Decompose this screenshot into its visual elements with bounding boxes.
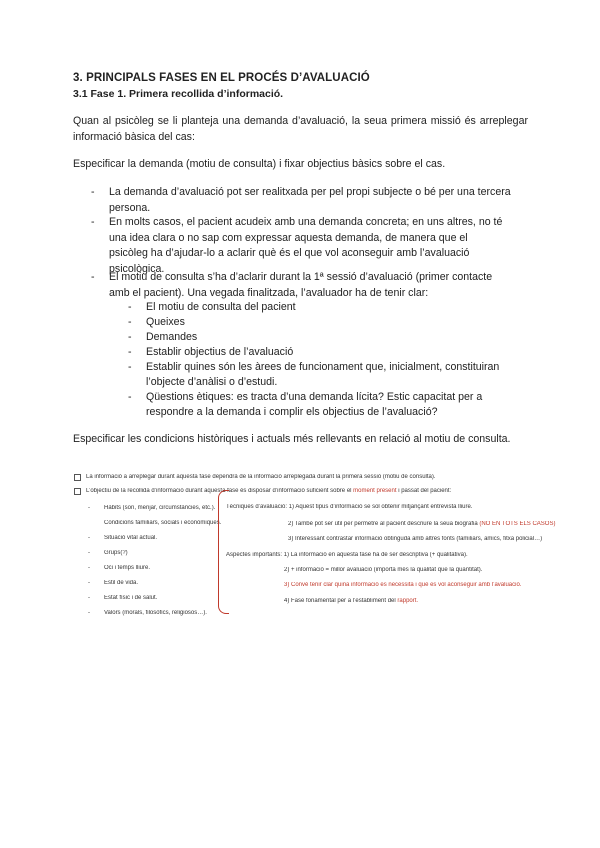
sub-bullet-dash: - <box>128 331 132 343</box>
left-dash: - <box>88 535 90 541</box>
sub-bullet-item: Establir quines són les àrees de funcionament que, inicialment, constituiran <box>146 361 500 373</box>
sub-bullet-item: Queixes <box>146 316 185 328</box>
note-2-text-end: i passat del pacient: <box>398 488 452 494</box>
note-2-text: L’objectiu de la recollida d’informació durant aquesta fase és disposar d’informació suficient sobre el <box>86 488 352 494</box>
bullet-dash: - <box>91 186 95 198</box>
bullet-3-line: amb el pacient). Una vegada finalitzada, l’avaluador ha de tenir clar: <box>109 286 429 299</box>
left-dash: - <box>88 565 90 571</box>
left-item: Condicions familiars, socials i econòmiques. <box>104 520 222 526</box>
left-item: Hàbits (son, menjar, circumstàncies, etc.). <box>104 505 216 511</box>
bullet-1-line: La demanda d’avaluació pot ser realitxada per pel propi subjecte o bé per una tercera <box>109 186 511 198</box>
sub-bullet-dash: - <box>128 316 132 328</box>
sub-bullet-item: El motiu de consulta del pacient <box>146 301 296 313</box>
sub-bullet-dash: - <box>128 301 132 313</box>
bullet-item-1 <box>109 185 528 216</box>
right-note: Tècniques d’avaluació: 1) Aquest tipus d’informació se sol obtenir mitjançant entrevista lliure. <box>226 504 473 510</box>
left-item: Situació vital actual. <box>104 535 158 541</box>
section-heading: 3. PRINCIPALS FASES EN EL PROCÉS D’AVALUACIÓ <box>73 72 370 84</box>
sub-bullet-dash: - <box>128 346 132 358</box>
right-note: 3) Interessant contrastar informació obtinguda amb altres fonts (familiars, amics, fitxa policial…) <box>288 536 543 542</box>
bullet-2-line: psicòleg ha d’ajudar-lo a aclarir què és el que vol aconseguir amb l’avaluació <box>109 247 470 259</box>
sub-bullet-dash: - <box>128 361 132 373</box>
right-note-text: 2) També pot ser útil per permetre al pacient descriure la seua biografia <box>288 521 478 527</box>
right-note: Aspectes importants: 1) La informació en aquesta fase ha de ser descriptiva (+ qualitativa). <box>226 552 468 558</box>
right-note-highlight: rapport. <box>397 598 419 604</box>
bullet-dash: - <box>91 216 95 228</box>
sub-bullet-item-cont: l’objecte d’anàlisi o d’estudi. <box>146 376 278 388</box>
left-dash: - <box>88 550 90 556</box>
sub-bullet-item: Qüestions ètiques: es tracta d’una demanda lícita? Estic capacitat per a <box>146 391 483 403</box>
left-dash: - <box>88 595 90 601</box>
bullet-dash: - <box>91 271 95 283</box>
subsection-heading: 3.1 Fase 1. Primera recollida d’informació. <box>73 88 284 100</box>
note-line-1: La informació a arreplegar durant aquesta fase dependrà de la informació arreplegada durant la primera sessió (motiu de consulta). <box>86 474 436 480</box>
closing-paragraph: Especificar les condicions històriques i actuals més rellevants en relació al motiu de consulta. <box>73 433 511 445</box>
sub-bullet-dash: - <box>128 391 132 403</box>
left-item: Estil de vida. <box>104 580 139 586</box>
right-note <box>288 520 555 528</box>
right-note <box>284 597 418 605</box>
left-dash: - <box>88 505 90 511</box>
right-note: 2) + informació = millor avaluació (importa més la qualitat que la quantitat). <box>284 567 483 573</box>
left-dash: - <box>88 580 90 586</box>
bullet-item-2 <box>109 215 528 277</box>
bullet-2-line: En molts casos, el pacient acudeix amb una demanda concreta; en uns altres, no té <box>109 216 503 228</box>
left-dash: - <box>88 610 90 616</box>
bullet-2-line: una idea clara o no sap com expressar aquesta demanda, de manera que el <box>109 231 468 244</box>
bullet-3-line: El motiu de consulta s’ha d’aclarir durant la 1ª sessió d’avaluació (primer contacte <box>109 271 493 283</box>
sub-bullet-item: Establir objectius de l’avaluació <box>146 346 294 358</box>
sub-bullet-item: Demandes <box>146 331 198 343</box>
bullet-item-3 <box>109 270 528 301</box>
bullet-2-line: psicològica. <box>109 262 165 275</box>
left-item: Valors (morals, filosòfics, religiosos…). <box>104 610 207 616</box>
specify-demand-paragraph: Especificar la demanda (motiu de consulta) i fixar objectius bàsics sobre el cas. <box>73 158 446 170</box>
right-note-red: 3) Convé tenir clar quina informació es necessita i què es vol aconseguir amb l’avaluació. <box>284 582 522 588</box>
bullet-1-line: persona. <box>109 201 151 214</box>
left-item: Estat físic i de salut. <box>104 595 158 601</box>
note-2-highlight: moment present <box>353 488 397 494</box>
sub-bullet-item-cont: respondre a la demanda i complir els objectius de l’avaluació? <box>146 406 438 418</box>
checkbox-bullet-icon <box>74 474 81 481</box>
right-note-highlight: (NO EN TOTS ELS CASOS) <box>479 521 556 527</box>
note-line-2 <box>86 487 451 495</box>
right-note-text: 4) Fase fonamental per a l’establiment del <box>284 598 396 604</box>
left-item: Grups(?) <box>104 550 128 556</box>
checkbox-bullet-icon <box>74 488 81 495</box>
intro-paragraph: Quan al psicòleg se li planteja una demanda d’avaluació, la seua primera missió és arreplegar informació bàsica del cas: <box>73 115 528 143</box>
left-item: Oci i temps lliure. <box>104 565 151 571</box>
